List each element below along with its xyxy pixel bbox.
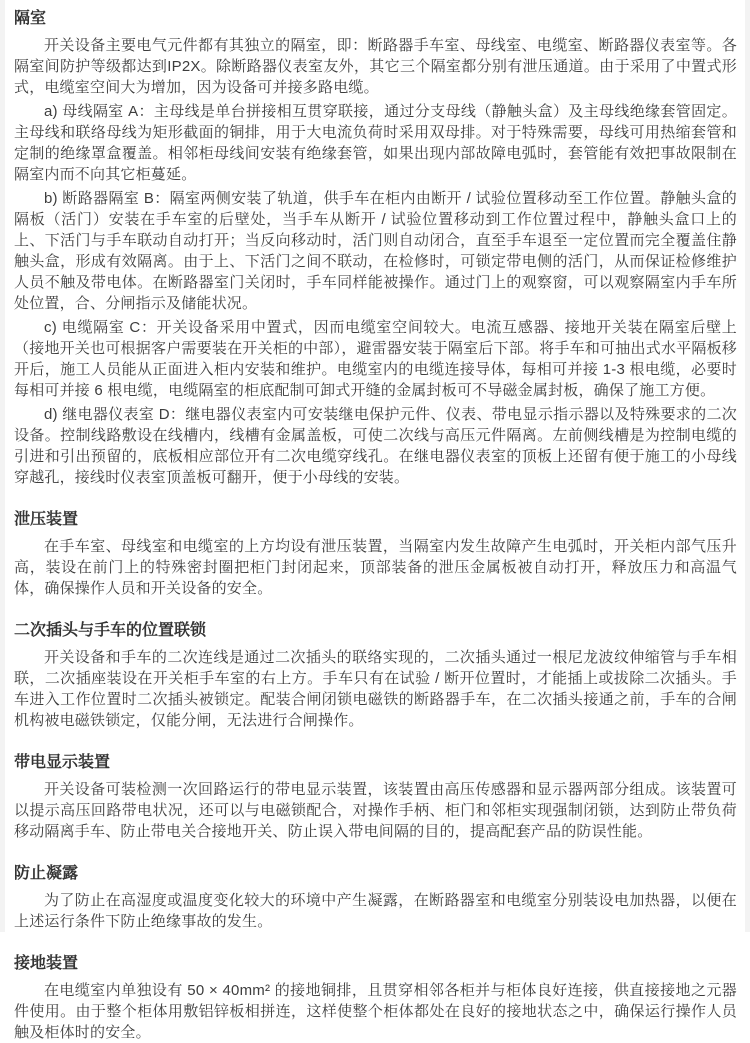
section-heading: 泄压装置 — [14, 511, 79, 528]
section-live-display — [14, 752, 737, 842]
paragraph: 开关设备主要电气元件都有其独立的隔室，即：断路器手车室、母线室、电缆室、断路器仪表室等。各隔室间防护等级都达到IP2X。除断路器仪表室友外，其它三个隔室都分别有泄压通道。由于采用了中置式形式，电缆室空间大为增加，因为设备可并接多路电缆。 — [14, 37, 737, 96]
section-grounding — [14, 953, 737, 1043]
section-heading: 隔室 — [14, 10, 47, 27]
page-right-edge — [745, 0, 750, 932]
page-left-edge — [0, 0, 5, 932]
paragraph: d) 继电器仪表室 D：继电器仪表室内可安装继电保护元件、仪表、带电显示指示器以及特殊要求的二次设备。控制线路敷设在线槽内，线槽有金属盖板，可使二次线与高压元件隔离。左前侧线槽是为控制电缆的引进和引出预留的，底板相应部位开有二次电缆穿线孔。在继电器仪表室的顶板上还留有便于施工的小母线穿越孔，接线时仪表室顶盖板可翻开，便于小母线的安装。 — [14, 406, 737, 486]
paragraph: 在电缆室内单独设有 50 × 40mm² 的接地铜排，且贯穿相邻各柜并与柜体良好连接，供直接接地之元器件使用。由于整个柜体用敷铝锌板相拼连，这样使整个柜体都处在良好的接地状态之中，确保运行操作人员触及柜体时的安全。 — [14, 982, 737, 1041]
section-heading: 接地装置 — [14, 955, 79, 972]
section-heading: 防止凝露 — [14, 865, 79, 882]
paragraph: 在手车室、母线室和电缆室的上方均设有泄压装置，当隔室内发生故障产生电弧时，开关柜内部气压升高，装设在前门上的特殊密封圈把柜门封闭起来，顶部装备的泄压金属板被自动打开，释放压力和高温气体，确保操作人员和开关设备的安全。 — [14, 538, 737, 597]
paragraph: 为了防止在高湿度或温度变化较大的环境中产生凝露，在断路器室和电缆室分别装设电加热器，以便在上述运行条件下防止绝缘事故的发生。 — [14, 892, 737, 930]
paragraph: 开关设备可装检测一次回路运行的带电显示装置，该装置由高压传感器和显示器两部分组成。该装置可以提示高压回路带电状况，还可以与电磁锁配合，对操作手柄、柜门和邻柜实现强制闭锁，达到防止带负荷移动隔离手车、防止带电关合接地开关、防止误入带电间隔的目的，提高配套产品的防误性能。 — [14, 781, 737, 840]
paragraph: c) 电缆隔室 C：开关设备采用中置式，因而电缆室空间较大。电流互感器、接地开关装在隔室后壁上（接地开关也可根据客户需要装在开关柜的中部），避雷器安装于隔室后下部。将手车和可抽出式水平隔板移开后，施工人员能从正面进入柜内安装和维护。电缆室内的电缆连接导体，每相可并接 1-3 根电缆，必要时每相可并接 6 根电缆，电缆隔室的柜底配制可卸式开缝的金属封板可不导磁金属封板，确保了施工方便。 — [14, 319, 737, 399]
paragraph: 开关设备和手车的二次连线是通过二次插头的联络实现的，二次插头通过一根尼龙波纹伸缩管与手车相联，二次插座装设在开关柜手车室的右上方。手车只有在试验 / 断开位置时，才能插上或拔除二次插头。手车进入工作位置时二次插头被锁定。配装合闸闭锁电磁铁的断路器手车，在二次插头接通之前，手车的合闸机构被电磁铁锁定，仅能分闸，无法进行合闸操作。 — [14, 649, 737, 729]
section-pressure-relief — [14, 509, 737, 599]
section-secondary-plug-interlock — [14, 620, 737, 731]
section-anti-condensation — [14, 863, 737, 932]
paragraph: b) 断路器隔室 B：隔室两侧安装了轨道，供手车在柜内由断开 / 试验位置移动至工作位置。静触头盒的隔板（活门）安装在手车室的后壁处，当手车从断开 / 试验位置移动到工作位置过程中，静触头盒口上的上、下活门与手车联动自动打开；当反向移动时，活门则自动闭合，直至手车退至一定位置而完全覆盖住静触头盒，形成有效隔离。由于上、下活门之间不联动，在检修时，可锁定带电侧的活门，从而保证检修维护人员不触及带电体。在断路器室门关闭时，手车同样能被操作。通过门上的观察窗，可以观察隔室内手车所处位置，合、分闸指示及储能状况。 — [14, 190, 737, 312]
section-heading: 二次插头与手车的位置联锁 — [14, 622, 207, 639]
section-heading: 带电显示装置 — [14, 754, 111, 771]
paragraph: a) 母线隔室 A：主母线是单台拼接相互贯穿联接，通过分支母线（静触头盒）及主母线绝缘套管固定。主母线和联络母线为矩形截面的铜排，用于大电流负荷时采用双母排。对于特殊需要，母线可用热缩套管和定制的绝缘罩盒覆盖。相邻柜母线间安装有绝缘套管，如果出现内部故障电弧时，套管能有效把事故限制在隔室内而不向其它柜蔓延。 — [14, 103, 737, 183]
section-compartments — [14, 8, 737, 488]
